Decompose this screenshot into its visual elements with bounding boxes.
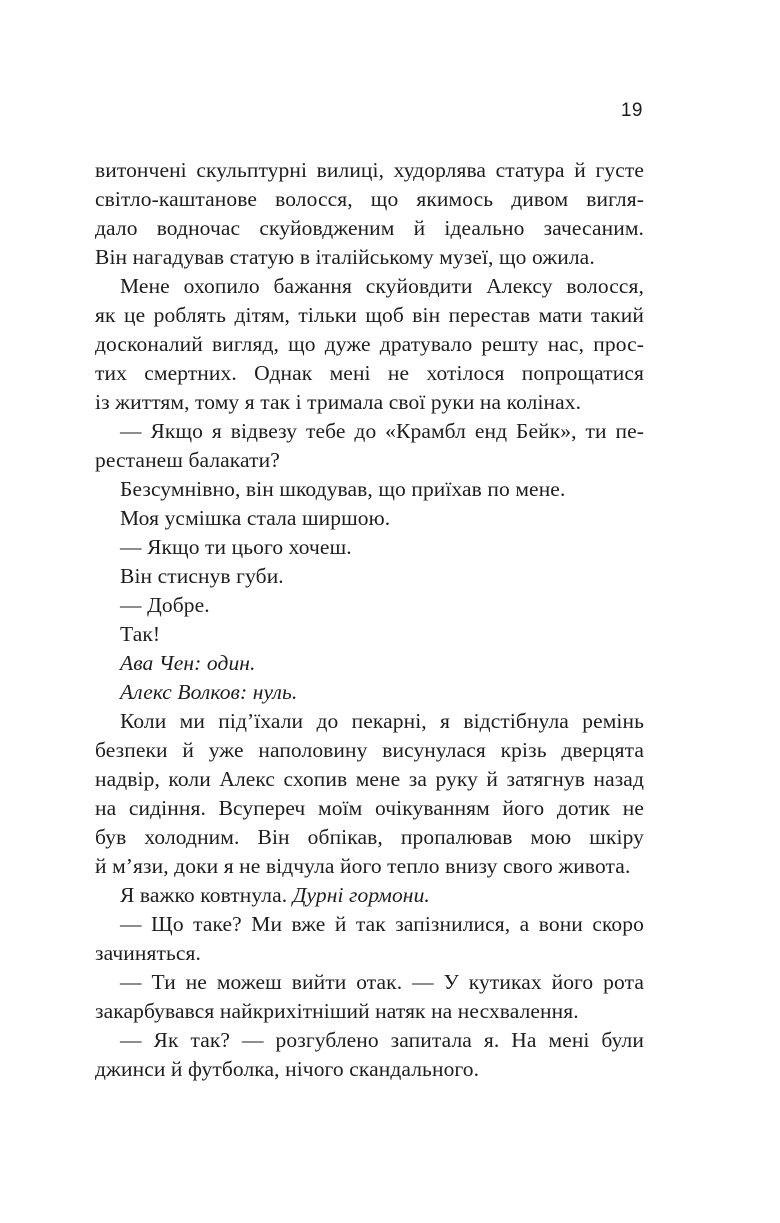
text-line [95,214,644,243]
text-line [95,765,644,794]
text-segment: Коли ми під’їхали до пекарні, я відстібнула ремінь [120,709,644,733]
text-line [95,272,644,301]
text-segment: досконалий вигляд, що дуже дратувало решту нас, прос- [95,332,644,356]
text-segment: Мене охопило бажання скуйовдити Алексу волосся, [120,274,644,298]
text-segment: — Що таке? Ми вже й так запізнилися, а вони скоро [120,912,644,936]
text-line [95,446,644,475]
text-line [95,620,644,649]
page-number: 19 [620,100,643,121]
text-line [95,736,644,765]
text-line [95,997,644,1026]
text-line [95,707,644,736]
text-line [95,591,644,620]
italic-text-segment: Ава Чен: один. [120,651,256,675]
text-segment: — Ти не можеш вийти отак. — У кутиках його рота [120,970,644,994]
text-line [95,243,644,272]
text-line [95,823,644,852]
text-line [95,939,644,968]
text-line [95,968,644,997]
italic-text-segment: Алекс Волков: нуль. [120,680,298,704]
text-segment: безпеки й уже наполовину висунулася крізь дверцята [95,738,644,762]
text-segment: світло-каштанове волосся, що якимось дивом вигля- [95,187,644,211]
text-line [95,852,644,881]
text-line [95,388,644,417]
text-segment: надвір, коли Алекс схопив мене за руку й затягнув назад [95,767,644,791]
text-line [95,1055,644,1084]
text-line [95,533,644,562]
text-segment: Безсумнівно, він шкодував, що приїхав по мене. [120,477,566,501]
text-segment: — Якщо я відвезу тебе до «Крамбл енд Бейк», ти пе- [120,419,644,443]
text-segment: із життям, тому я так і тримала свої руки на колінах. [95,390,582,414]
text-segment: джинси й футболка, нічого скандального. [95,1057,480,1081]
text-segment: Моя усмішка стала ширшою. [120,506,391,530]
text-segment: рестанеш балакати? [95,448,280,472]
italic-text-segment: Дурні гормони. [292,883,430,907]
text-line [95,417,644,446]
text-segment: тих смертних. Однак мені не хотілося попрощатися [95,361,644,385]
text-segment: — Якщо ти цього хочеш. [120,535,352,559]
text-line [95,1026,644,1055]
text-segment: як це роблять дітям, тільки щоб він перестав мати такий [95,303,644,327]
text-line [95,330,644,359]
text-line [95,475,644,504]
text-segment: й м’язи, доки я не відчула його тепло внизу свого живота. [95,854,631,878]
text-segment: — Як так? — розгублено запитала я. На мені були [120,1028,644,1052]
text-line [95,504,644,533]
text-line [95,678,644,707]
text-segment: дало водночас скуйовдженим й ідеально зачесаним. [95,216,644,240]
text-segment: витончені скульптурні вилиці, худорлява статура й густе [95,158,644,182]
text-segment: закарбувався найкрихітніший натяк на несхвалення. [95,999,579,1023]
text-segment: Я важко ковтнула. [120,883,293,907]
text-segment: був холодним. Він обпікав, пропалював мою шкіру [95,825,644,849]
text-segment: Так! [120,622,161,646]
text-line [95,649,644,678]
body-text [95,156,644,1084]
text-line [95,359,644,388]
text-segment: на сидіння. Всупереч моїм очікуванням його дотик не [95,796,644,820]
text-line [95,156,644,185]
text-segment: Він стиснув губи. [120,564,284,588]
text-line [95,562,644,591]
text-segment: — Добре. [120,593,210,617]
text-line [95,185,644,214]
text-line [95,910,644,939]
text-line [95,881,644,910]
text-segment: Він нагадував статую в італійському музеї, що ожила. [95,245,595,269]
text-line [95,794,644,823]
text-segment: зачиняться. [95,941,201,965]
text-line [95,301,644,330]
